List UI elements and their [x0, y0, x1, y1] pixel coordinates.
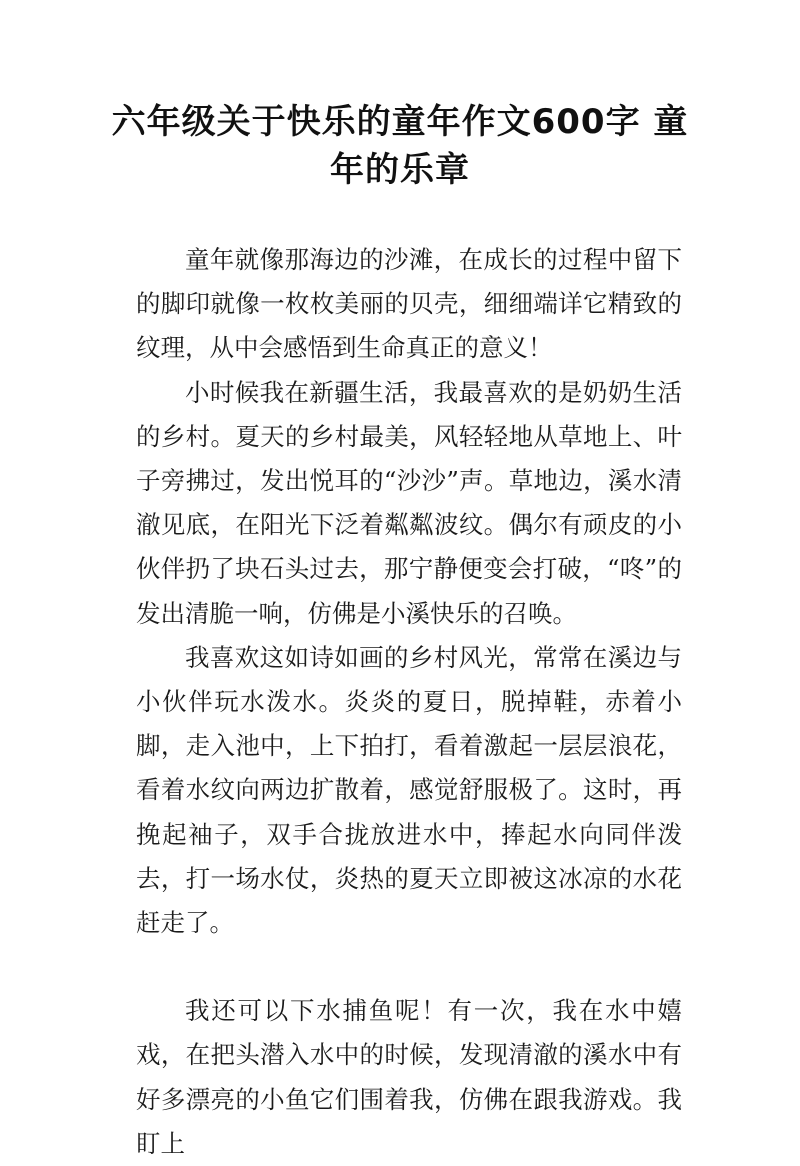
- document-body: [136, 238, 682, 1166]
- paragraph-4: 我还可以下水捕鱼呢！有一次，我在水中嬉戏，在把头潜入水中的时候，发现清澈的溪水中有好多漂亮的小鱼它们围着我，仿佛在跟我游戏。我盯上: [136, 996, 682, 1158]
- paragraph-2: 小时候我在新疆生活，我最喜欢的是奶奶生活的乡村。夏天的乡村最美，风轻轻地从草地上、叶子旁拂过，发出悦耳的“沙沙”声。草地边，溪水清澈见底，在阳光下泛着粼粼波纹。偶尔有顽皮的小伙伴扔了块石头过去，那宁静便变会打破，“咚”的发出清脆一响，仿佛是小溪快乐的召唤。: [136, 377, 682, 628]
- document-title: 六年级关于快乐的童年作文600字 童年的乐章: [111, 102, 689, 190]
- paragraph-1: 童年就像那海边的沙滩，在成长的过程中留下的脚印就像一枚枚美丽的贝壳，细细端详它精致的纹理，从中会感悟到生命真正的意义！: [136, 245, 682, 363]
- paragraph-3: 我喜欢这如诗如画的乡村风光，常常在溪边与小伙伴玩水泼水。炎炎的夏日，脱掉鞋，赤着小脚，走入池中，上下拍打，看着激起一层层浪花，看着水纹向两边扩散着，感觉舒服极了。这时，再挽起袖子，双手合拢放进水中，捧起水向同伴泼去，打一场水仗，炎热的夏天立即被这冰凉的水花赶走了。: [136, 642, 682, 938]
